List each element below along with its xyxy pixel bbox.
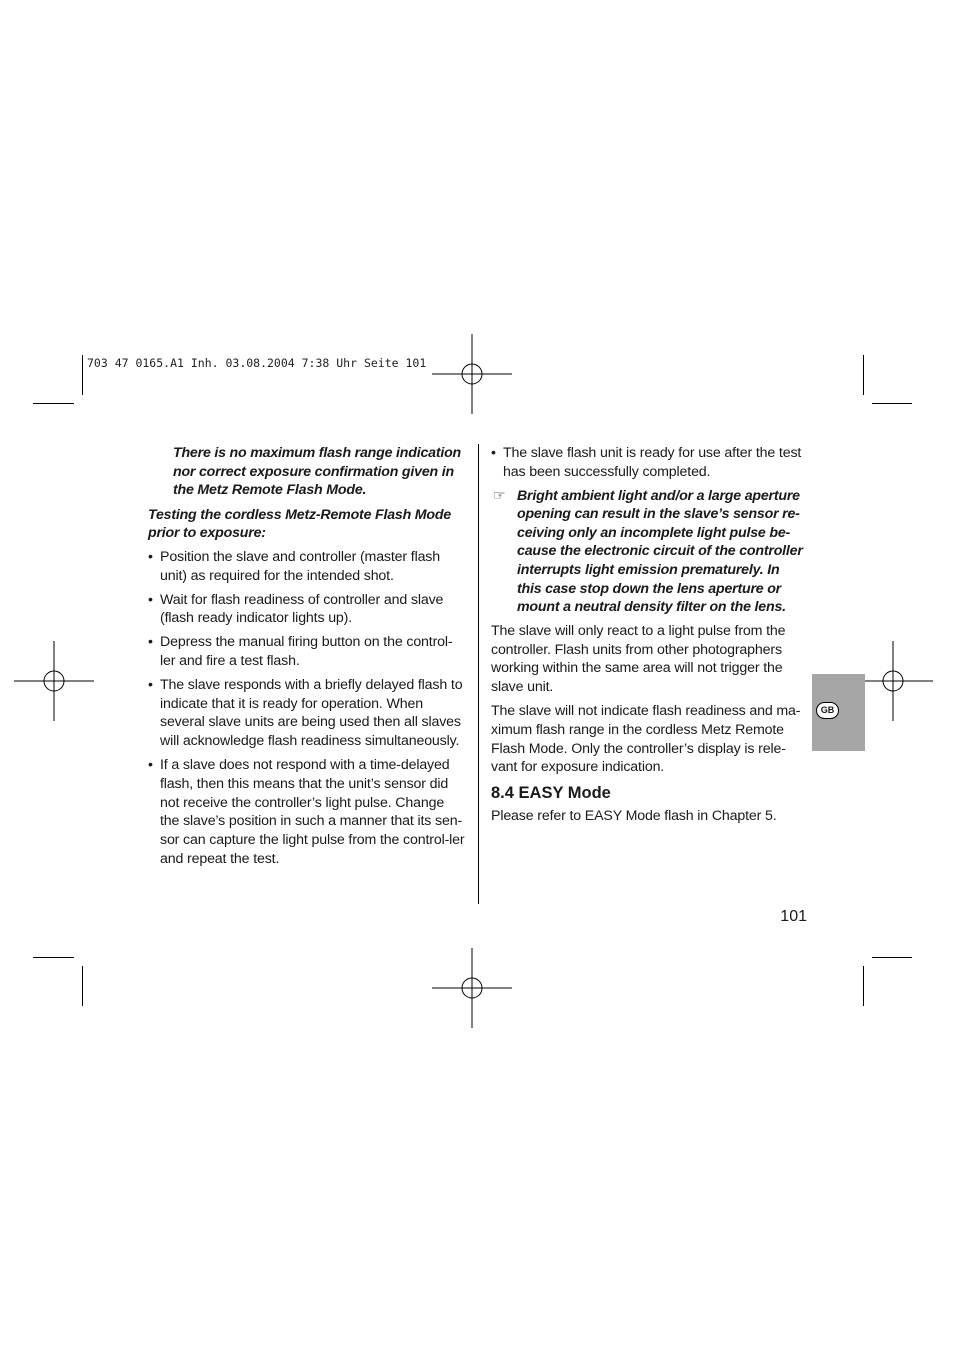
crop-mark-top-left-h <box>33 403 74 404</box>
bullet-icon: • <box>148 634 153 651</box>
language-badge: GB <box>816 702 839 719</box>
crop-mark-bottom-left-v <box>82 966 83 1006</box>
list-item: • The slave flash unit is ready for use after the test has been successfully completed. <box>491 445 802 480</box>
crop-mark-bottom-right-h <box>872 957 912 958</box>
test-subheading: Testing the cordless Metz-Remote Flash Mode prior to exposure: <box>148 506 452 542</box>
list-item: • The slave responds with a briefly delayed flash to indicate that it is ready for operation. When several slave units are being used then all slaves will acknowledge flash readiness simultaneously. <box>148 676 463 750</box>
registration-mark-left-icon <box>14 641 94 721</box>
left-column <box>148 444 466 874</box>
hint-note: ☞ Bright ambient light and/or a large aperture opening can result in the slave’s sensor re-ceiving only an incomplete light pulse be-cause the electronic circuit of the controller interrupts light emission prematurely. In this case stop down the lens aperture or mount a neutral density filter on the lens. <box>493 486 803 616</box>
registration-mark-right-icon <box>853 641 933 721</box>
registration-mark-bottom-icon <box>432 948 512 1028</box>
crop-mark-top-right-v <box>863 355 864 395</box>
bullet-icon: • <box>148 676 153 693</box>
list-item: • If a slave does not respond with a time-delayed flash, then this means that the unit’s sensor did not receive the controller’s light pulse. Change the slave’s position in such a manner that its sen-sor can capture the light pulse from the control-ler and repeat the test. <box>148 756 465 867</box>
section-text: Please refer to EASY Mode flash in Chapter 5. <box>491 808 777 825</box>
page-number: 101 <box>780 908 807 925</box>
section-heading: 8.4 EASY Mode <box>491 784 611 803</box>
bullet-icon: • <box>148 591 153 608</box>
info-note: There is no maximum flash range indication nor correct exposure confirmation given in the Metz Remote Flash Mode. <box>173 445 462 499</box>
list-item: • Depress the manual firing button on the control-ler and fire a test flash. <box>148 634 453 669</box>
language-tab <box>812 674 865 751</box>
registration-mark-top-icon <box>432 334 512 414</box>
crop-mark-bottom-left-h <box>33 957 74 958</box>
column-divider <box>478 444 479 904</box>
pointing-hand-icon: ☞ <box>493 486 506 503</box>
list-item: • Position the slave and controller (master flash unit) as required for the intended shot. <box>148 548 440 584</box>
bullet-icon: • <box>148 756 153 773</box>
paragraph: The slave will only react to a light pulse from the controller. Flash units from other photographers working within the same area will not trigger the slave unit. <box>491 622 786 696</box>
crop-mark-top-left-v <box>82 355 83 395</box>
crop-mark-top-right-h <box>872 403 912 404</box>
right-column <box>491 444 807 831</box>
crop-mark-bottom-right-v <box>863 966 864 1006</box>
print-slug-line: 703 47 0165.A1 Inh. 03.08.2004 7:38 Uhr Seite 101 <box>87 356 427 370</box>
bullet-icon: • <box>148 548 153 565</box>
paragraph: The slave will not indicate flash readiness and ma-ximum flash range in the cordless Metz Remote Flash Mode. Only the controller’s display is rele-vant for exposure indication. <box>491 702 801 776</box>
list-item: • Wait for flash readiness of controller and slave (flash ready indicator lights up). <box>148 591 444 627</box>
bullet-icon: • <box>491 445 496 461</box>
